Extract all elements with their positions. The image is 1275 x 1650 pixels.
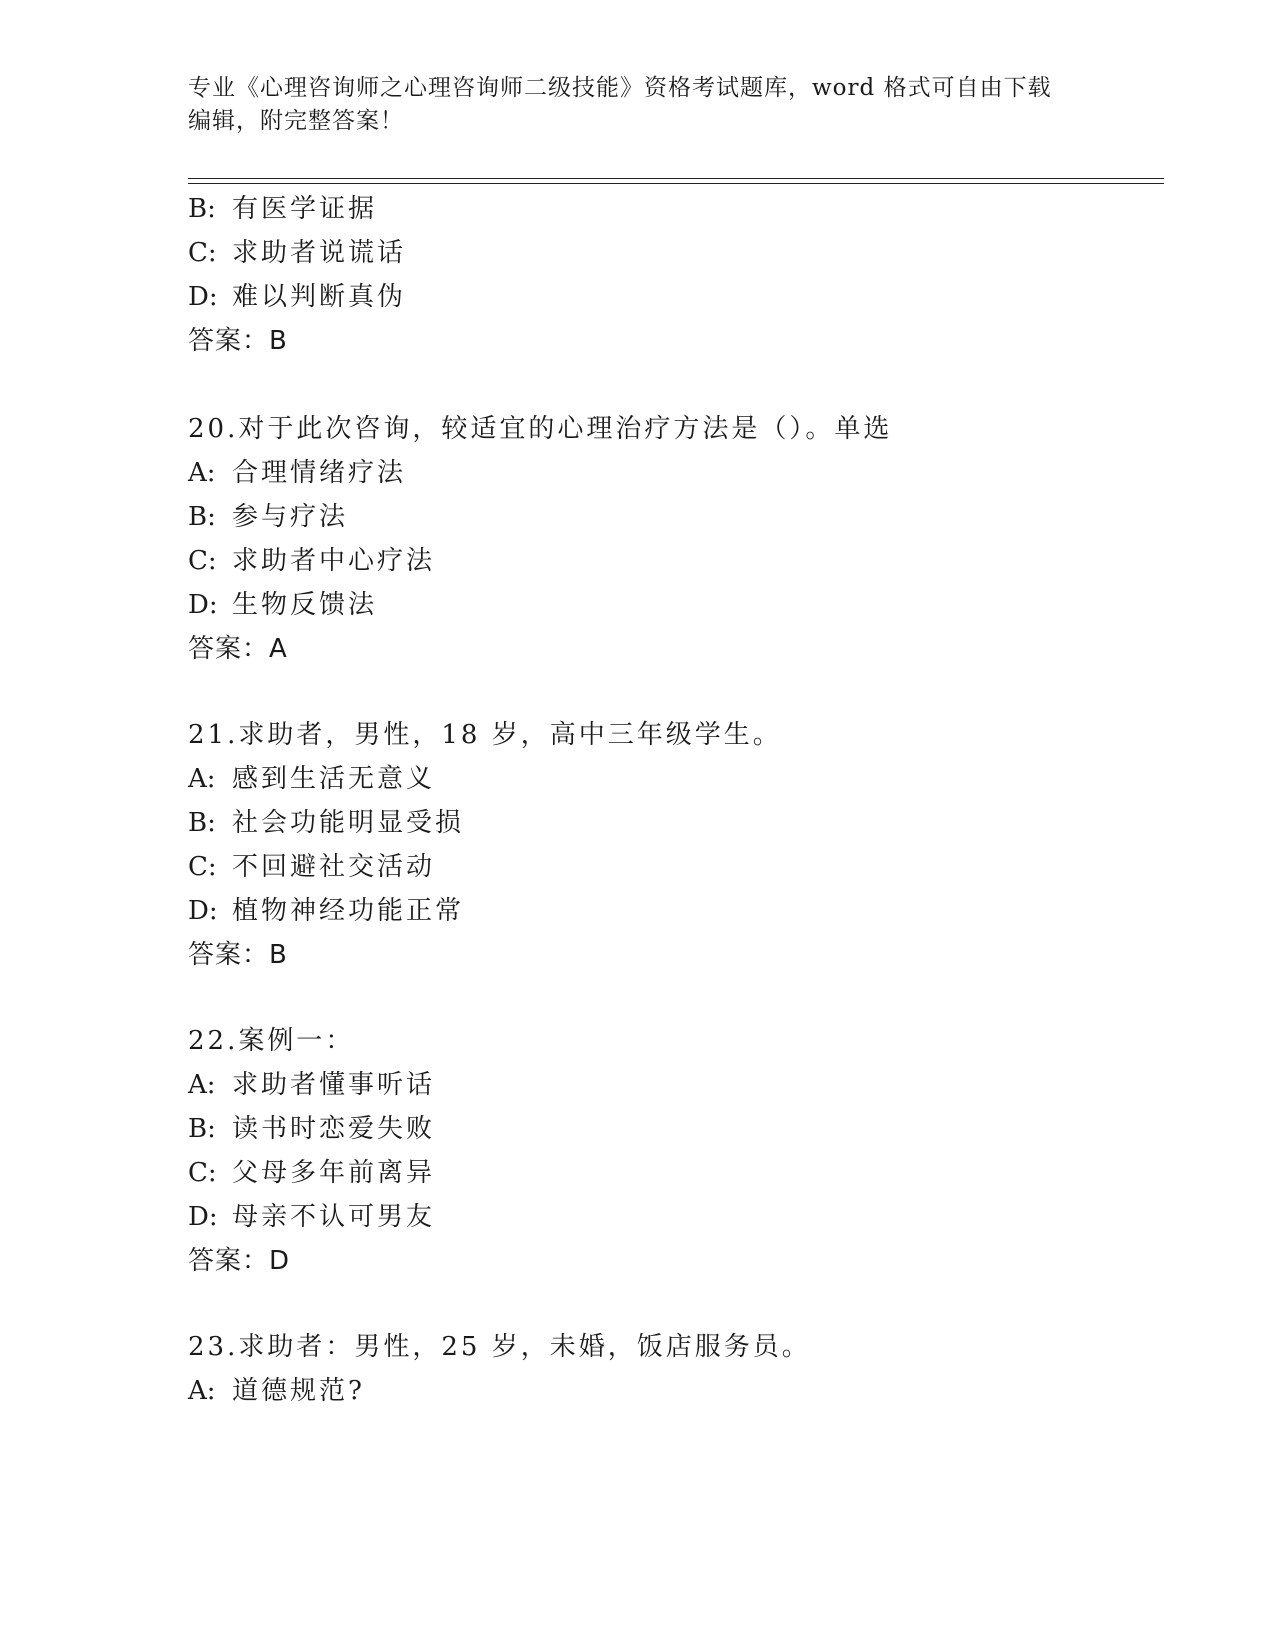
question-stem: 21.求助者，男性，18 岁，高中三年级学生。 (188, 720, 782, 750)
answer-line: 答案：B (188, 940, 288, 970)
option-d: D: 生物反馈法 (188, 590, 378, 620)
question-stem: 20.对于此次咨询，较适宜的心理治疗方法是（）。单选 (188, 414, 893, 444)
header-divider-bottom (188, 183, 1164, 184)
option-d: D: 母亲不认可男友 (188, 1202, 436, 1232)
header-divider-top (188, 178, 1164, 179)
option-b: B: 读书时恋爱失败 (188, 1114, 436, 1144)
header-line-1: 专业《心理咨询师之心理咨询师二级技能》资格考试题库，word 格式可自由下载 (188, 75, 1052, 101)
option-d: D: 难以判断真伪 (188, 282, 407, 312)
question-stem: 23.求助者：男性，25 岁，未婚，饭店服务员。 (188, 1332, 811, 1362)
option-c: C: 父母多年前离异 (188, 1158, 436, 1188)
option-c: C: 不回避社交活动 (188, 852, 436, 882)
answer-line: 答案：D (188, 1246, 291, 1276)
question-stem: 22.案例一： (188, 1026, 355, 1056)
option-c: C: 求助者说谎话 (188, 238, 407, 268)
document-header (188, 72, 1088, 138)
option-a: A: 求助者懂事听话 (188, 1070, 436, 1100)
option-c: C: 求助者中心疗法 (188, 546, 436, 576)
answer-line: 答案：B (188, 326, 288, 356)
header-line-2: 编辑，附完整答案！ (188, 108, 404, 134)
option-b: B: 有医学证据 (188, 194, 378, 224)
option-a: A: 感到生活无意义 (188, 764, 436, 794)
option-b: B: 社会功能明显受损 (188, 808, 465, 838)
option-b: B: 参与疗法 (188, 502, 349, 532)
option-a: A: 合理情绪疗法 (188, 458, 407, 488)
option-d: D: 植物神经功能正常 (188, 896, 465, 926)
answer-line: 答案：A (188, 634, 288, 664)
option-a: A: 道德规范? (188, 1376, 365, 1406)
